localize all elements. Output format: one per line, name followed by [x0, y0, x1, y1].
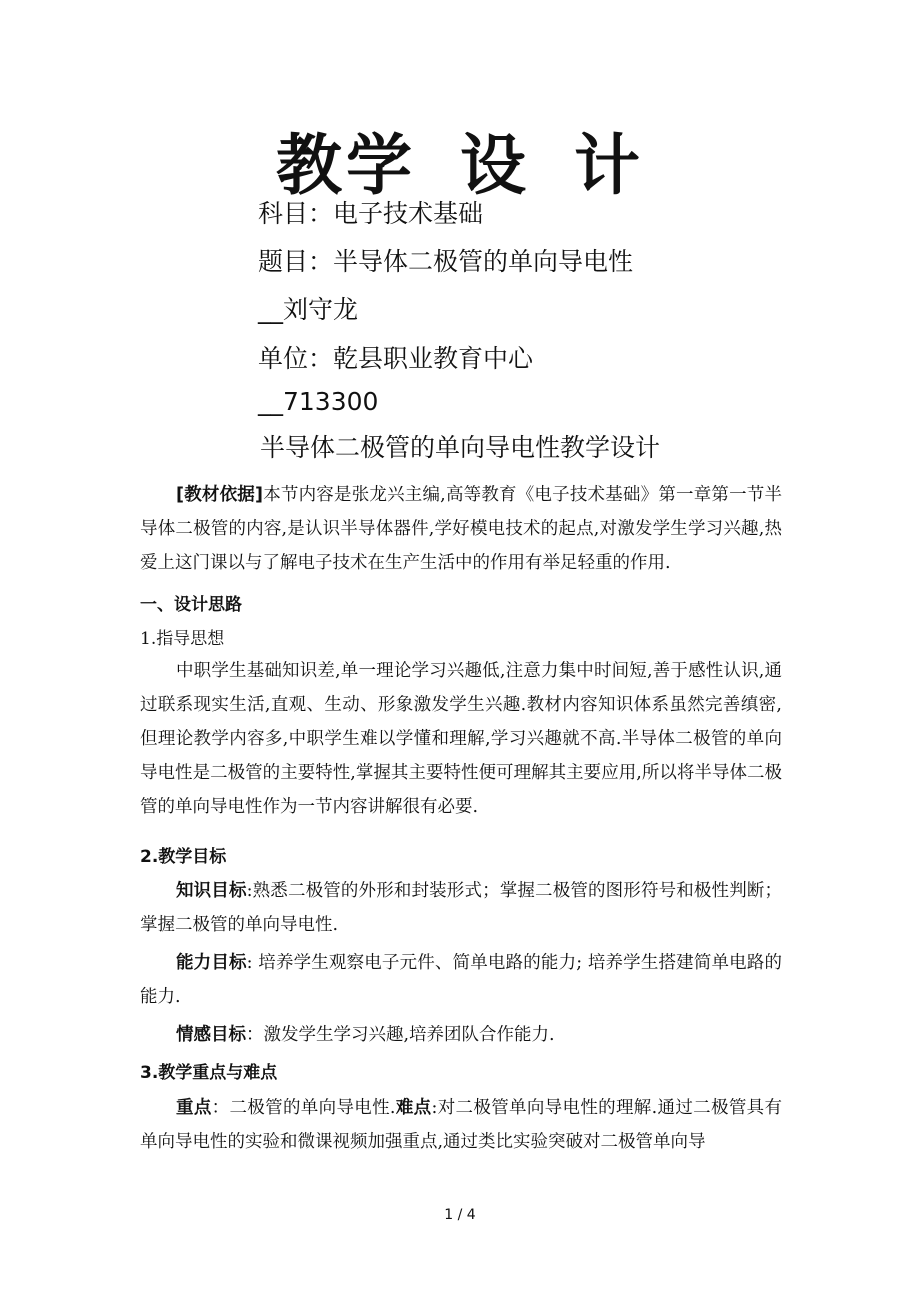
- document-subtitle: 半导体二极管的单向导电性教学设计: [259, 433, 660, 462]
- basis-label: [教材依据]: [176, 485, 263, 505]
- sub2-heading: 2.教学目标: [140, 847, 227, 867]
- page-number: 1 / 4: [444, 1207, 476, 1223]
- topic-line: 题目：半导体二极管的单向导电性: [258, 247, 634, 276]
- section1-heading: 一、设计思路: [140, 595, 242, 615]
- emotion-goal: 情感目标：激发学生学习兴趣,培养团队合作能力.: [176, 1025, 555, 1045]
- sub3-heading: 3.教学重点与难点: [140, 1063, 278, 1083]
- basis-paragraph: [教材依据]本节内容是张龙兴主编,高等教育《电子技术基础》第一章第一节半导体二极管的内容,是认识半导体器件,学好模电技术的起点,对激发学生学习兴趣,热爱上这门课以与了解电子技术在生产生活中的作用有举足轻重的作用.: [140, 485, 783, 573]
- sub1-paragraph: 中职学生基础知识差,单一理论学习兴趣低,注意力集中时间短,善于感性认识,通过联系现实生活,直观、生动、形象激发学生兴趣.教材内容知识体系虽然完善缜密,但理论教学内容多,中职学生难以学懂和理解,学习兴趣就不高.半导体二极管的单向导电性是二极管的主要特性,掌握其主要特性便可理解其主要应用,所以将半导体二极管的单向导电性作为一节内容讲解很有必要.: [140, 661, 782, 817]
- key-difficulty-paragraph: 重点：二极管的单向导电性.难点:对二极管单向导电性的理解.通过二极管具有单向导电性的实验和微课视频加强重点,通过类比实验突破对二极管单向导: [140, 1098, 782, 1152]
- unit-line: 单位：乾县职业教育中心: [258, 344, 534, 373]
- knowledge-goal: 知识目标:熟悉二极管的外形和封装形式；掌握二极管的图形符号和极性判断；掌握二极管的单向导电性.: [140, 881, 782, 935]
- page-title: 教学 设 计: [276, 127, 644, 204]
- ability-goal: 能力目标: 培养学生观察电子元件、简单电路的能力; 培养学生搭建简单电路的能力.: [140, 953, 782, 1007]
- sub1-heading: 1.指导思想: [140, 629, 225, 649]
- postcode-line: __713300: [258, 387, 379, 416]
- subject-line: 科目：电子技术基础: [258, 199, 484, 228]
- author-line: __刘守龙: [258, 295, 359, 324]
